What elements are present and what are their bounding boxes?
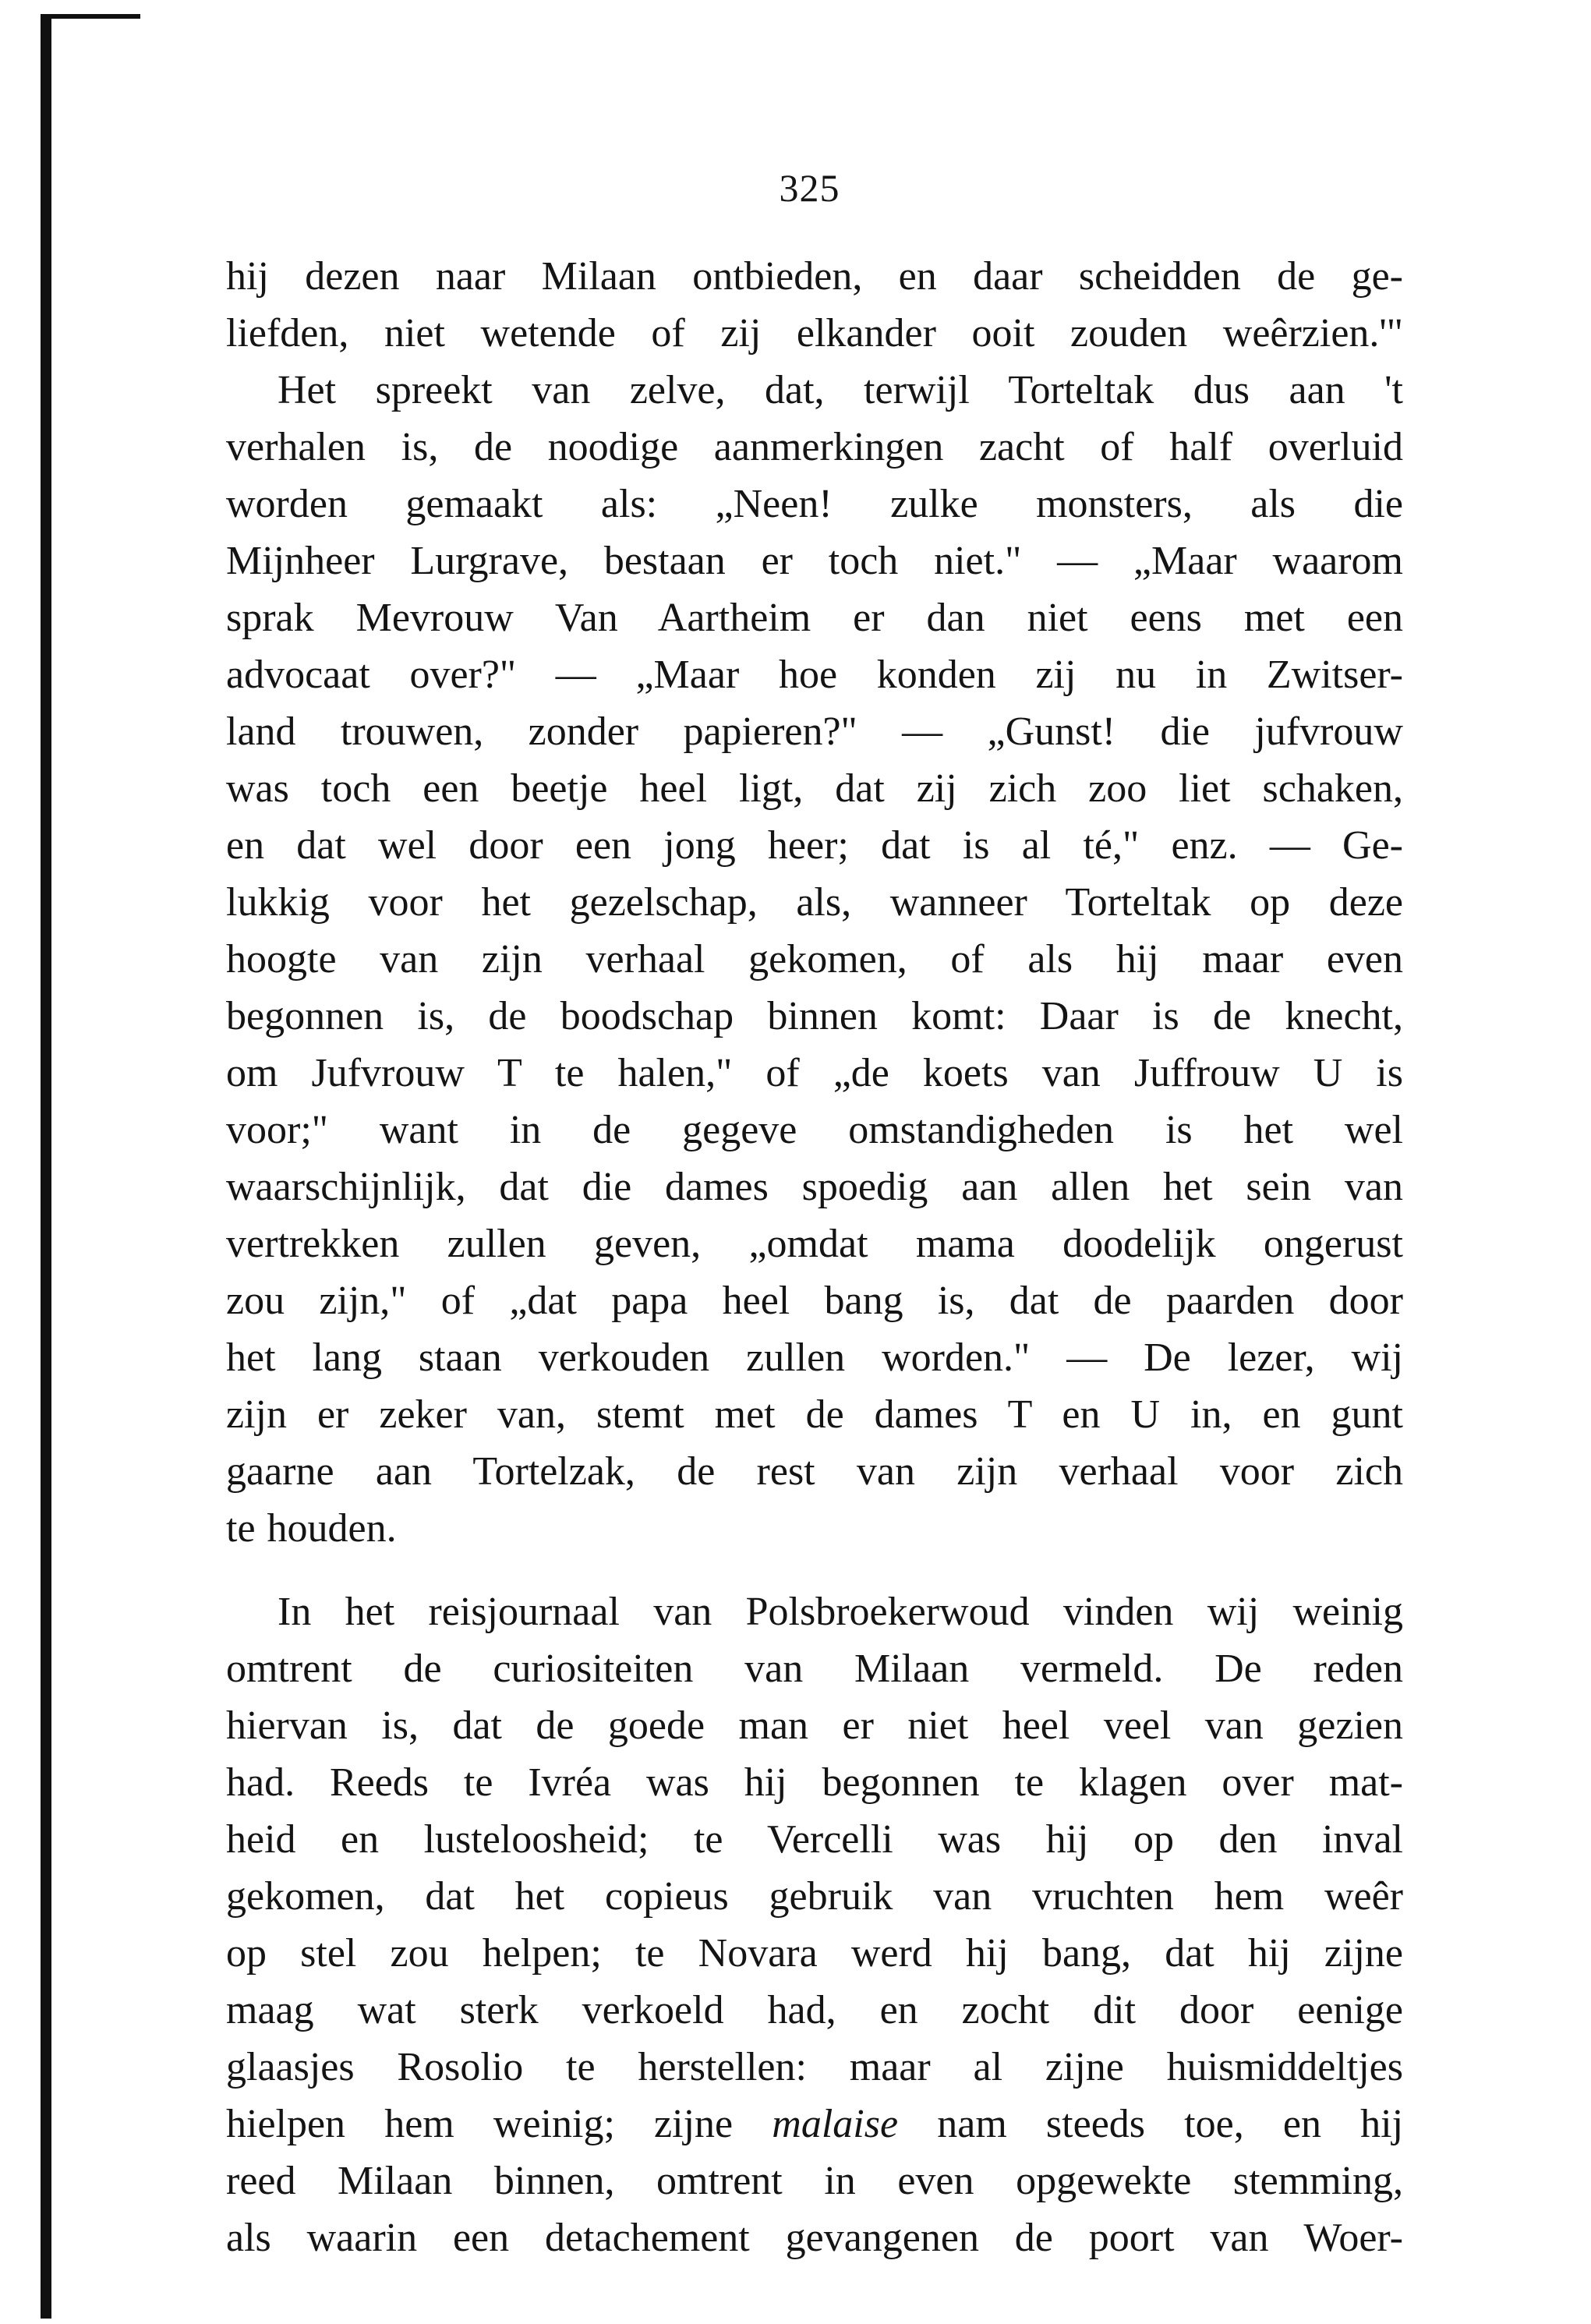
text-line: worden gemaakt als: „Neen! zulke monsters, als die [226, 482, 1403, 526]
text-body [226, 248, 1403, 2266]
text-line: land trouwen, zonder papieren?" — „Gunst! die jufvrouw [226, 709, 1403, 754]
text-line: liefden, niet wetende of zij elkander ooit zouden weêrzien.'" [226, 311, 1403, 355]
page-edge-top [41, 14, 140, 19]
text-line: begonnen is, de boodschap binnen komt: Daar is de knecht, [226, 994, 1403, 1038]
text-line: hoogte van zijn verhaal gekomen, of als hij maar even [226, 937, 1403, 982]
text-line: om Jufvrouw T te halen," of „de koets van Juffrouw U is [226, 1051, 1403, 1095]
text-line: zou zijn," of „dat papa heel bang is, dat de paarden door [226, 1279, 1403, 1323]
text-line: hiervan is, dat de goede man er niet heel veel van gezien [226, 1703, 1403, 1748]
text-line: zijn er zeker van, stemt met de dames T en U in, en gunt [226, 1392, 1403, 1437]
text-line: en dat wel door een jong heer; dat is al té," enz. — Ge- [226, 823, 1403, 868]
text-line: op stel zou helpen; te Novara werd hij bang, dat hij zijne [226, 1931, 1403, 1976]
text-line: vertrekken zullen geven, „omdat mama doodelijk ongerust [226, 1222, 1403, 1266]
text-line: glaasjes Rosolio te herstellen: maar al zijne huismiddeltjes [226, 2045, 1403, 2089]
line-text: nam steeds toe, en hij [937, 2102, 1404, 2146]
paragraph-2 [226, 362, 1403, 1557]
text-line: gekomen, dat het copieus gebruik van vruchten hem weêr [226, 1874, 1403, 1919]
text-line: was toch een beetje heel ligt, dat zij zich zoo liet schaken, [226, 766, 1403, 811]
text-line: hij dezen naar Milaan ontbieden, en daar scheidden de ge- [226, 254, 1403, 299]
text-line: In het reisjournaal van Polsbroekerwoud vinden wij weinig [278, 1590, 1403, 1634]
text-line: Mijnheer Lurgrave, bestaan er toch niet." — „Maar waarom [226, 539, 1403, 583]
page-number: 325 [779, 166, 840, 210]
text-line: gaarne aan Tortelzak, de rest van zijn verhaal voor zich [226, 1449, 1403, 1494]
text-line: heid en lusteloosheid; te Vercelli was hij op den inval [226, 1817, 1403, 1862]
text-line: Het spreekt van zelve, dat, terwijl Torteltak dus aan 't [278, 368, 1403, 412]
italic-word: malaise [772, 2102, 899, 2146]
paragraph-1 [226, 248, 1403, 362]
text-line [226, 2096, 1403, 2152]
text-line: waarschijnlijk, dat die dames spoedig aan allen het sein van [226, 1165, 1403, 1209]
text-line: advocaat over?" — „Maar hoe konden zij nu in Zwitser- [226, 653, 1403, 697]
text-line: sprak Mevrouw Van Aartheim er dan niet eens met een [226, 596, 1403, 640]
text-line: lukkig voor het gezelschap, als, wanneer Torteltak op deze [226, 880, 1403, 925]
text-line: het lang staan verkouden zullen worden." — De lezer, wij [226, 1335, 1403, 1380]
paragraph-gap [226, 1557, 1403, 1583]
text-line: voor;" want in de gegeve omstandigheden is het wel [226, 1108, 1403, 1152]
text-line: te houden. [226, 1506, 397, 1551]
line-text: hielpen hem weinig; zijne [226, 2102, 734, 2146]
text-line: als waarin een detachement gevangenen de poort van Woer- [226, 2216, 1403, 2260]
text-line: reed Milaan binnen, omtrent in even opgewekte stemming, [226, 2159, 1403, 2203]
page-edge-binding [41, 19, 51, 2319]
text-line: maag wat sterk verkoeld had, en zocht dit door eenige [226, 1988, 1403, 2032]
text-line: verhalen is, de noodige aanmerkingen zacht of half overluid [226, 425, 1403, 469]
paragraph-3 [226, 1583, 1403, 2266]
text-line: omtrent de curiositeiten van Milaan vermeld. De reden [226, 1647, 1403, 1691]
text-line: had. Reeds te Ivréa was hij begonnen te klagen over mat- [226, 1760, 1403, 1805]
